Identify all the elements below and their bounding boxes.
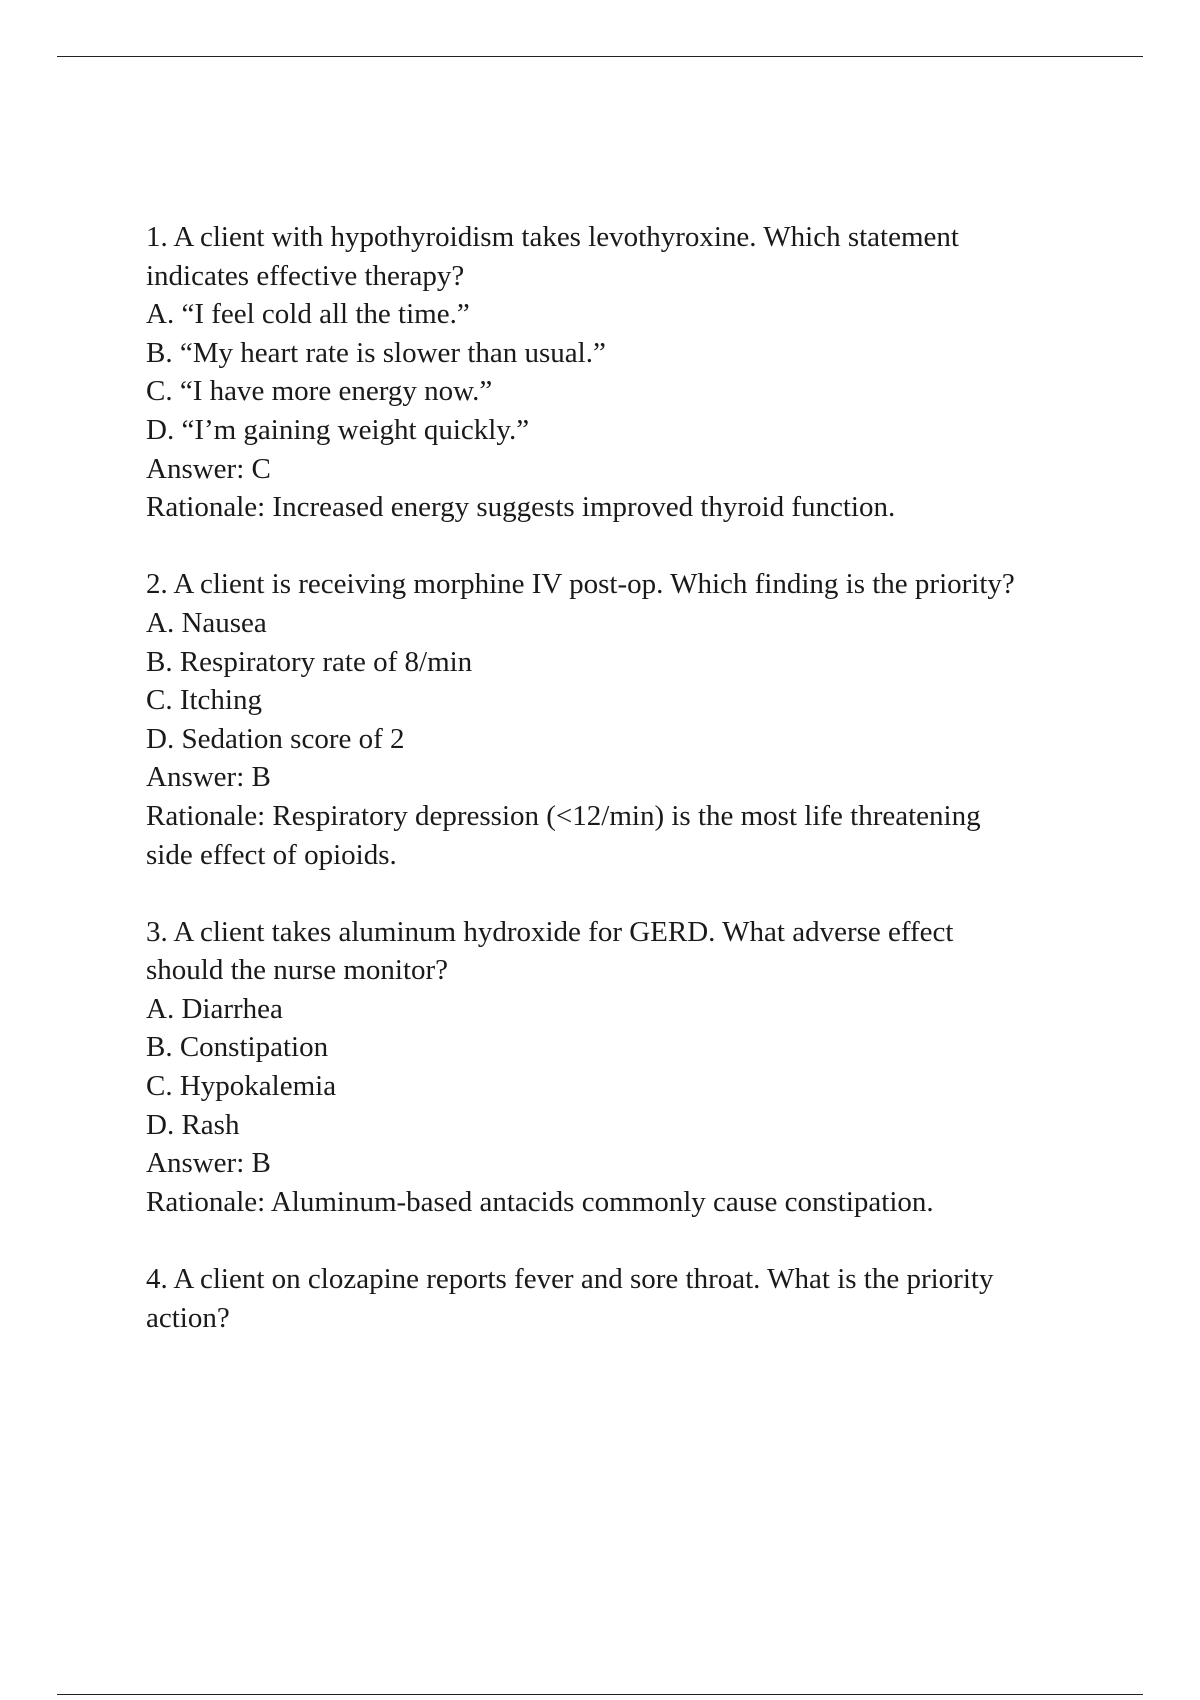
question-stem: 4. A client on clozapine reports fever and sore throat. What is the priority action? <box>146 1263 994 1334</box>
rationale: Rationale: Increased energy suggests improved thyroid function. <box>146 491 896 524</box>
question-stem: 2. A client is receiving morphine IV post-op. Which finding is the priority? <box>146 568 1015 601</box>
option-b: B. Respiratory rate of 8/min <box>146 645 473 678</box>
rationale: Rationale: Respiratory depression (<12/min) is the most life threatening side effect of opioids. <box>146 799 981 871</box>
option-d: D. Rash <box>146 1108 240 1141</box>
bottom-rule <box>57 1694 1143 1695</box>
answer: Answer: C <box>146 452 271 485</box>
top-rule <box>57 56 1143 57</box>
option-a: A. “I feel cold all the time.” <box>146 298 470 331</box>
question-stem: 1. A client with hypothyroidism takes levothyroxine. Which statement indicates effective therapy? <box>146 221 959 292</box>
option-b: B. “My heart rate is slower than usual.” <box>146 336 606 369</box>
option-a: A. Diarrhea <box>146 992 283 1025</box>
answer: Answer: B <box>146 1147 271 1180</box>
option-d: D. Sedation score of 2 <box>146 722 405 755</box>
option-c: C. Itching <box>146 684 262 717</box>
question-stem: 3. A client takes aluminum hydroxide for GERD. What adverse effect should the nurse monitor? <box>146 915 954 987</box>
question-3 <box>146 913 1026 1222</box>
option-a: A. Nausea <box>146 606 267 639</box>
question-1 <box>146 218 1026 527</box>
option-b: B. Constipation <box>146 1031 329 1064</box>
answer: Answer: B <box>146 761 271 794</box>
option-d: D. “I’m gaining weight quickly.” <box>146 413 530 446</box>
question-list <box>146 218 1026 1376</box>
rationale: Rationale: Aluminum-based antacids commonly cause constipation. <box>146 1185 934 1218</box>
question-2 <box>146 565 1026 874</box>
option-c: C. “I have more energy now.” <box>146 375 493 408</box>
option-c: C. Hypokalemia <box>146 1070 337 1103</box>
question-4 <box>146 1260 1026 1337</box>
